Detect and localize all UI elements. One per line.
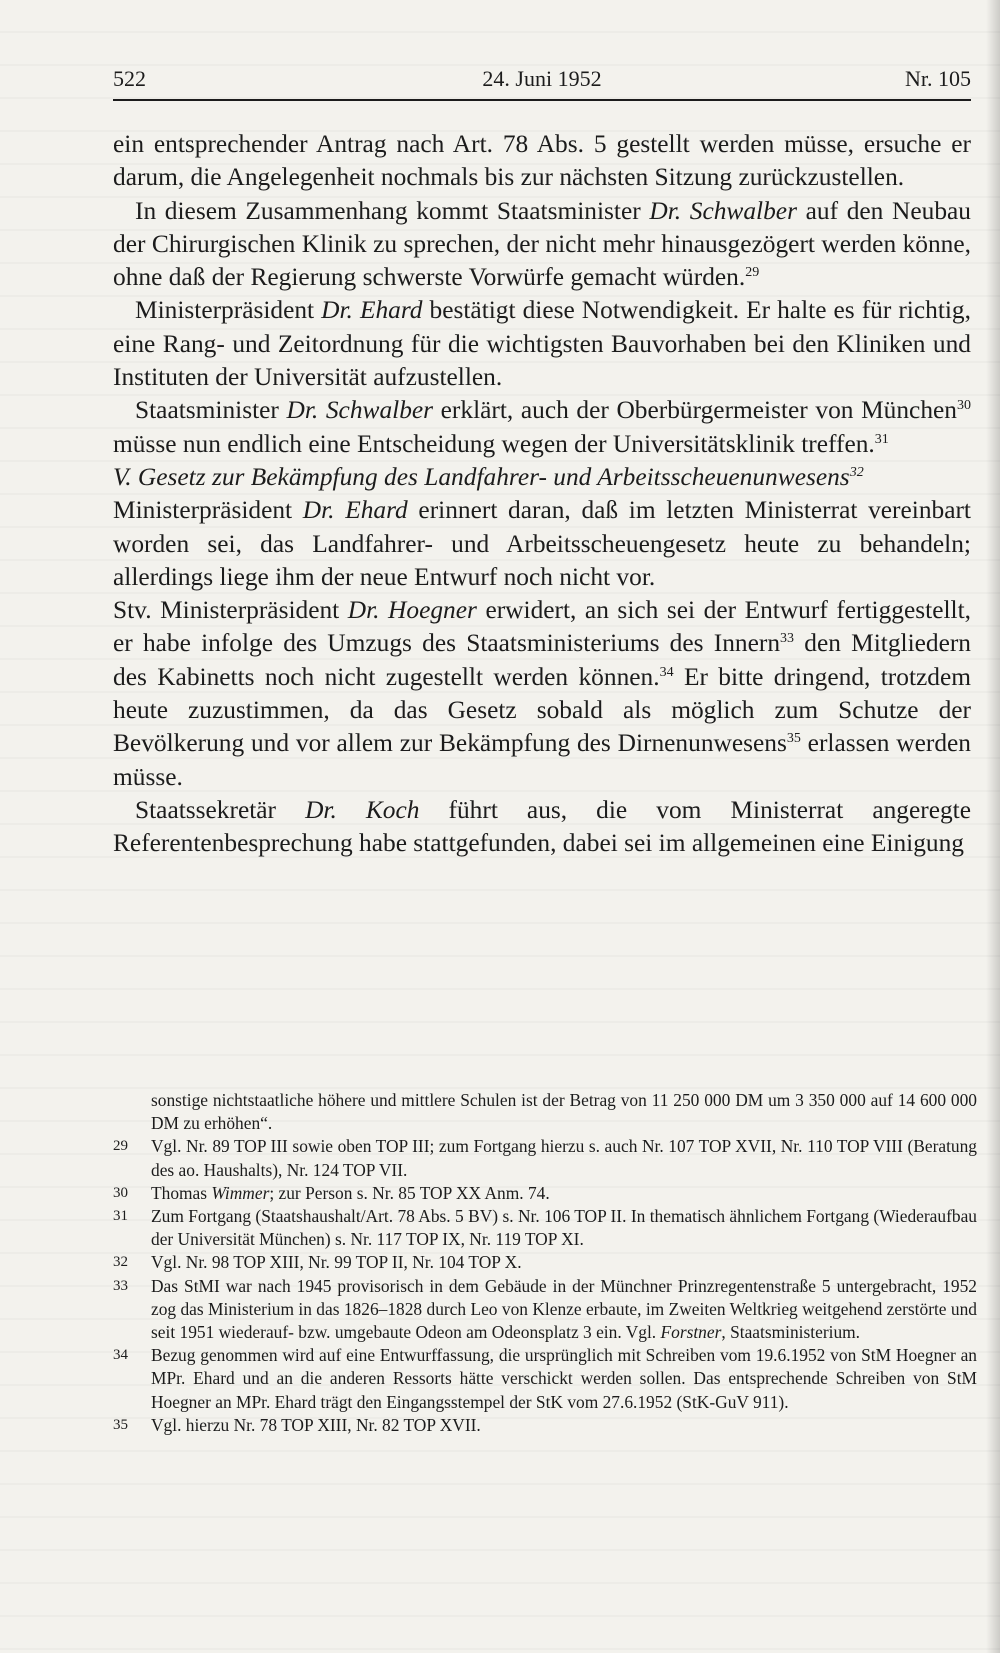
paragraph-3-text-b: bestätigt diese Notwendigkeit. Er halte es für richtig, eine Rang- und Zeitordnung für die wichtigsten Bauvorhaben bei den Kliniken und Instituten der Universität aufzustellen. [113, 296, 971, 392]
header-page-number: 522 [113, 66, 146, 91]
footnote-text: Zum Fortgang (Staatshaushalt/Art. 78 Abs. 5 BV) s. Nr. 106 TOP II. In thematisch ähnlichem Fortgang (Wiederaufbau der Universität München) s. Nr. 117 TOP IX, Nr. 119 TOP XI. [151, 1206, 977, 1250]
footnote-text-post: , Staatsministerium. [721, 1322, 861, 1343]
footnote-number: 33 [113, 1277, 128, 1294]
footnote-35 [113, 1414, 977, 1437]
footnote-number: 30 [113, 1184, 128, 1201]
footnote-29 [113, 1135, 977, 1181]
footnote-text [151, 1182, 977, 1205]
paragraph-6 [113, 594, 971, 794]
section-heading [113, 461, 971, 494]
paragraph-7 [113, 794, 971, 861]
person-name: Dr. Ehard [321, 296, 423, 325]
footnote-31 [113, 1205, 977, 1251]
paragraph-7-text-b: führt aus, die vom Ministerrat angeregte Referentenbesprechung habe stattgefunden, dabei sei im allgemeinen eine Einigung [113, 795, 971, 858]
paragraph-2-text-b: auf den Neubau der Chirurgischen Klinik zu sprechen, der nicht mehr hinausgezögert werden könne, ohne daß der Regierung schwerste Vorwürfe gemacht würden. [113, 196, 971, 292]
paragraph-5-text-b: erinnert daran, daß im letzten Ministerrat vereinbart worden sei, das Landfahrer- und Arbeitsscheuengesetz heute zu behandeln; allerdings liege ihm der neue Entwurf noch nicht vor. [113, 496, 971, 591]
main-text [113, 128, 971, 861]
footnote-ref[interactable]: 32 [849, 464, 864, 480]
footnote-ref[interactable]: 34 [659, 664, 674, 680]
footnote-ref[interactable]: 30 [956, 398, 971, 414]
person-name: Dr. Koch [305, 795, 420, 824]
footnote-number: 35 [113, 1416, 128, 1433]
footnote-text-pre: Das StMI war nach 1945 provisorisch in dem Gebäude in der Münchner Prinzregentenstraße 5 untergebracht, 1952 zog das Ministerium in das 1826–1828 durch Leo von Klenze erbaute, im Zweiten Weltkrieg weitgehend zerstörte und seit 1951 wiederauf- bzw. umgebaute Odeon am Odeonsplatz 3 ein. Vgl. [151, 1275, 977, 1343]
person-name: Dr. Ehard [302, 496, 408, 525]
footnote-text-pre: Thomas [151, 1182, 212, 1203]
paragraph-4-text-a: Staatsminister [135, 396, 287, 425]
paragraph-2 [113, 195, 971, 295]
footnote-ref[interactable]: 31 [874, 431, 889, 447]
footnote-text: Vgl. Nr. 98 TOP XIII, Nr. 99 TOP II, Nr. 104 TOP X. [151, 1252, 522, 1273]
footnote-33 [113, 1275, 977, 1345]
footnote-number: 34 [113, 1347, 128, 1364]
footnote-text: Bezug genommen wird auf eine Entwurffassung, die ursprünglich mit Schreiben vom 19.6.1952 von StM Hoegner an MPr. Ehard und an die anderen Ressorts hätte verschickt werden sollen. Das entsprechende Schreiben von StM Hoegner an MPr. Ehard trägt den Eingangsstempel der StK vom 27.6.1952 (StK-GuV 911). [151, 1345, 977, 1412]
paragraph-2-text-a: In diesem Zusammenhang kommt Staatsminister [135, 196, 650, 225]
paragraph-6-text-e: erlassen werden müsse. [113, 729, 971, 791]
footnote-text: Vgl. Nr. 89 TOP III sowie oben TOP III; zum Fortgang hierzu s. auch Nr. 107 TOP XVII, Nr. 110 TOP VIII (Beratung des ao. Haushalts), Nr. 124 TOP VII. [151, 1136, 977, 1180]
footnote-text-post: ; zur Person s. Nr. 85 TOP XX Anm. 74. [269, 1182, 550, 1203]
paragraph-3 [113, 294, 971, 394]
footnote-continuation: sonstige nichtstaatliche höhere und mittlere Schulen ist der Betrag von 11 250 000 DM um 3 350 000 auf 14 600 000 DM zu erhöhen“. [151, 1090, 977, 1134]
running-header [113, 64, 971, 94]
paragraph-1-text: ein entsprechender Antrag nach Art. 78 Abs. 5 gestellt werden müsse, ersuche er darum, die Angelegenheit nochmals bis zur nächsten Sitzung zurückzustellen. [113, 130, 971, 192]
header-document-number: Nr. 105 [905, 66, 971, 91]
paragraph-7-text-a: Staatssekretär [135, 795, 306, 824]
footnote-number: 32 [113, 1254, 128, 1271]
footnote-number: 31 [113, 1208, 128, 1225]
footnote-ref[interactable]: 29 [745, 265, 760, 281]
paragraph-3-text-a: Ministerpräsident [135, 296, 322, 325]
footnote-text [151, 1275, 977, 1345]
person-name: Dr. Schwalber [649, 196, 797, 225]
paragraph-5 [113, 494, 971, 594]
author-name: Forstner [660, 1322, 722, 1343]
section-heading-text: V. Gesetz zur Bekämpfung des Landfahrer- und Arbeitsscheuenunwesens [113, 462, 850, 491]
header-date: 24. Juni 1952 [482, 66, 602, 91]
footnote-number: 29 [113, 1138, 128, 1155]
footnote-30 [113, 1182, 977, 1205]
person-name: Dr. Hoegner [347, 596, 477, 625]
paragraph-6-text-c: den Mitgliedern des Kabinetts noch nicht zugestellt werden können. [113, 629, 972, 691]
paragraph-6-text-a: Stv. Ministerpräsident [113, 596, 348, 625]
paragraph-4-text-b: erklärt, auch der Oberbürgermeister von München [433, 396, 957, 425]
header-rule [113, 99, 971, 101]
paragraph-4 [113, 394, 971, 461]
footnote-34 [113, 1344, 977, 1414]
footnote-text: Vgl. hierzu Nr. 78 TOP XIII, Nr. 82 TOP XVII. [151, 1414, 481, 1435]
paragraph-4-text-c: müsse nun endlich eine Entscheidung wegen der Universitätsklinik treffen. [113, 429, 875, 458]
paragraph-6-text-d: Er bitte dringend, trotzdem heute zuzustimmen, da das Gesetz sobald als möglich zum Schutze der Bevölkerung und vor allem zur Bekämpfung des Dirnenunwesens [113, 662, 971, 758]
paragraph-5-text-a: Ministerpräsident [113, 496, 303, 525]
person-name: Dr. Schwalber [286, 396, 434, 425]
footnote-ref[interactable]: 33 [780, 631, 795, 647]
footnote-32 [113, 1251, 977, 1274]
paragraph-6-text-b: erwidert, an sich sei der Entwurf fertiggestellt, er habe infolge des Umzugs des Staatsministeriums des Innern [113, 596, 971, 658]
paragraph-1 [113, 128, 971, 195]
person-name: Wimmer [211, 1182, 270, 1203]
footnote-ref[interactable]: 35 [786, 731, 801, 747]
footnotes [113, 1089, 977, 1437]
page-edge-shadow [986, 0, 1000, 1653]
